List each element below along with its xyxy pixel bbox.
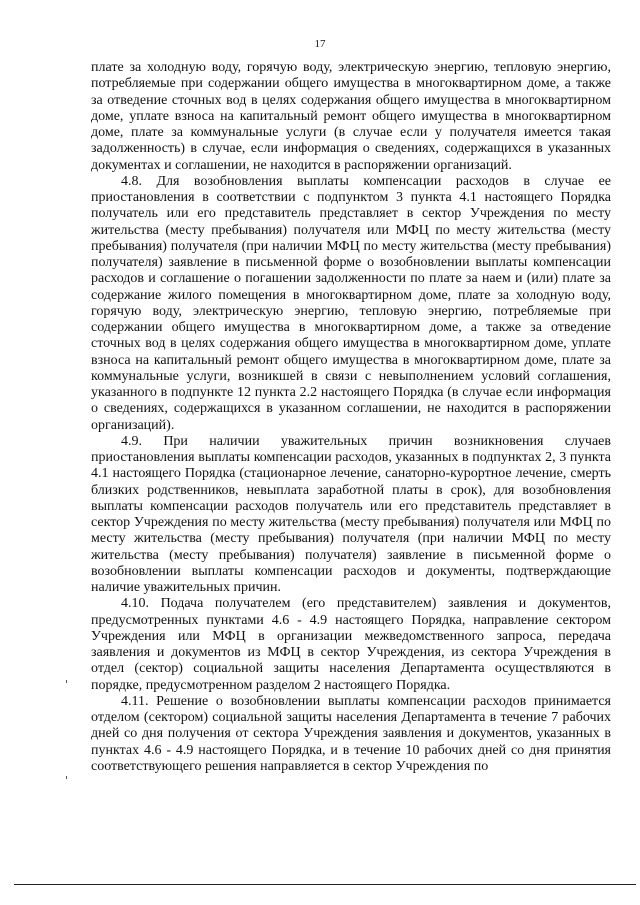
paragraph-4-10: 4.10. Подача получателем (его представителем) заявления и документов, предусмотренных пунктами 4.6 - 4.9 настоящего Порядка, направление сектором Учреждения или МФЦ в организации межведомственного запроса, передача заявления и документов из МФЦ в сектор Учреждения, из сектора Учреждения в отдел (сектор) социальной защиты населения Департамента осуществляются в порядке, предусмотренном разделом 2 настоящего Порядка. xyxy=(91,596,611,693)
paragraph-4-8: 4.8. Для возобновления выплаты компенсации расходов в случае ее приостановления в соответствии с подпунктом 3 пункта 4.1 настоящего Порядка получатель или его представитель представляет в сектор Учреждения по месту жительства (месту пребывания) получателя или МФЦ по месту жительства (месту пребывания) получателя (при наличии МФЦ по месту жительства (месту пребывания) получателя) заявление в письменной форме о возобновлении выплаты компенсации расходов и соглашение о погашении задолженности по плате за наем и (или) плате за содержание жилого помещения в многоквартирном доме, плате за холодную воду, горячую воду, электрическую энергию, тепловую энергию, потребляемые при содержании общего имущества в многоквартирном доме, а также за отведение сточных вод в целях содержания общего имущества в многоквартирном доме, уплате взноса на капитальный ремонт общего имущества в многоквартирном доме, плате за коммунальные услуги, возникшей в связи с невыполнением условий соглашения, указанного в подпункте 12 пункта 2.2 настоящего Порядка (в случае если информация о сведениях, содержащихся в указанном соглашении, не находится в распоряжении организаций). xyxy=(91,173,611,433)
paragraph-4-9: 4.9. При наличии уважительных причин возникновения случаев приостановления выплаты компенсации расходов, указанных в подпунктах 2, 3 пункта 4.1 настоящего Порядка (стационарное лечение, санаторно-курортное лечение, смерть близких родственников, невыплата заработной платы в срок), для возобновления выплаты компенсации расходов получатель или его представитель представляет в сектор Учреждения по месту жительства (месту пребывания) получателя или МФЦ по месту жительства (месту пребывания) получателя (при наличии МФЦ по месту жительства (месту пребывания) получателя) заявление в письменной форме о возобновлении выплаты компенсации расходов и документы, подтверждающие наличие уважительных причин. xyxy=(91,433,611,595)
document-body xyxy=(91,60,611,775)
scan-speck xyxy=(66,776,67,779)
paragraph-continuation: плате за холодную воду, горячую воду, электрическую энергию, тепловую энергию, потребляемые при содержании общего имущества в многоквартирном доме, а также за отведение сточных вод в целях содержания общего имущества в многоквартирном доме, уплате взноса на капитальный ремонт общего имущества в многоквартирном доме, плате за коммунальные услуги (в случае если у получателя имеется такая задолженность) в случае, если информация о сведениях, содержащихся в указанных документах и соглашении, не находится в распоряжении организаций. xyxy=(91,60,611,173)
page-number: 17 xyxy=(314,38,326,50)
scan-speck xyxy=(66,680,67,683)
page-bottom-rule xyxy=(14,884,636,885)
paragraph-4-11: 4.11. Решение о возобновлении выплаты компенсации расходов принимается отделом (сектором) социальной защиты населения Департамента в течение 7 рабочих дней со дня получения от сектора Учреждения заявления и документов, указанных в пунктах 4.6 - 4.9 настоящего Порядка, и в течение 10 рабочих дней со дня принятия соответствующего решения направляется в сектор Учреждения по xyxy=(91,693,611,774)
